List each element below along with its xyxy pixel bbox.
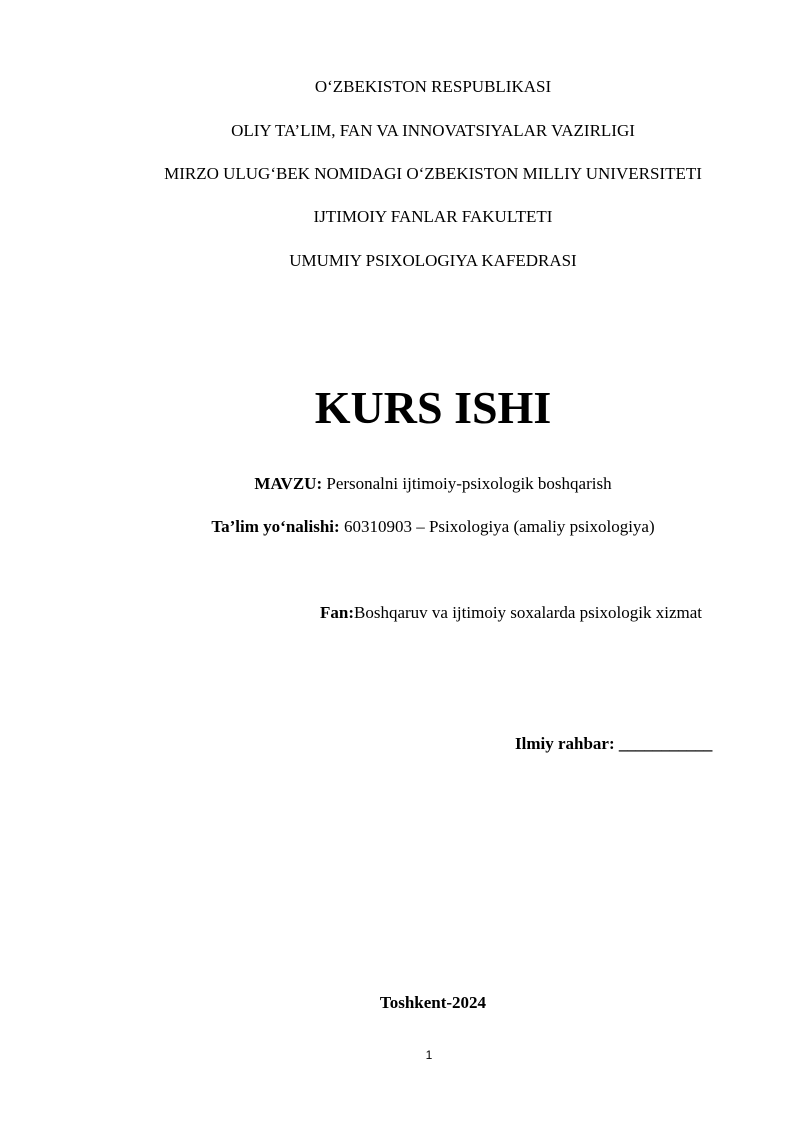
- city-year: Toshkent-2024: [379, 993, 487, 1012]
- direction-value: 60310903 – Psixologiya (amaliy psixologiya): [339, 517, 655, 536]
- topic-line: [33, 474, 800, 494]
- department-name-line: UMUMIY PSIXOLOGIYA KAFEDRASI: [289, 251, 577, 270]
- subject-label: Fan:: [320, 603, 354, 622]
- faculty-name-line: IJTIMOIY FANLAR FAKULTETI: [313, 207, 553, 226]
- supervisor-line: Ilmiy rahbar: ___________: [515, 734, 713, 753]
- university-name-line: MIRZO ULUG‘BEK NOMIDAGI O‘ZBEKISTON MILLIY UNIVERSITETI: [164, 164, 702, 183]
- direction-line: [33, 517, 800, 537]
- subject-line: [320, 603, 780, 623]
- ministry-country-line: O‘ZBEKISTON RESPUBLIKASI: [314, 77, 552, 96]
- ministry-name-line: OLIY TA’LIM, FAN VA INNOVATSIYALAR VAZIRLIGI: [231, 121, 635, 140]
- page-number: 1: [425, 1048, 433, 1062]
- subject-value: Boshqaruv va ijtimoiy soxalarda psixologik xizmat: [354, 603, 702, 622]
- topic-value: Personalni ijtimoiy-psixologik boshqarish: [322, 474, 612, 493]
- direction-label: Ta’lim yo‘nalishi:: [211, 517, 340, 536]
- document-title: KURS ISHI: [314, 382, 552, 433]
- topic-label: MAVZU:: [254, 474, 323, 493]
